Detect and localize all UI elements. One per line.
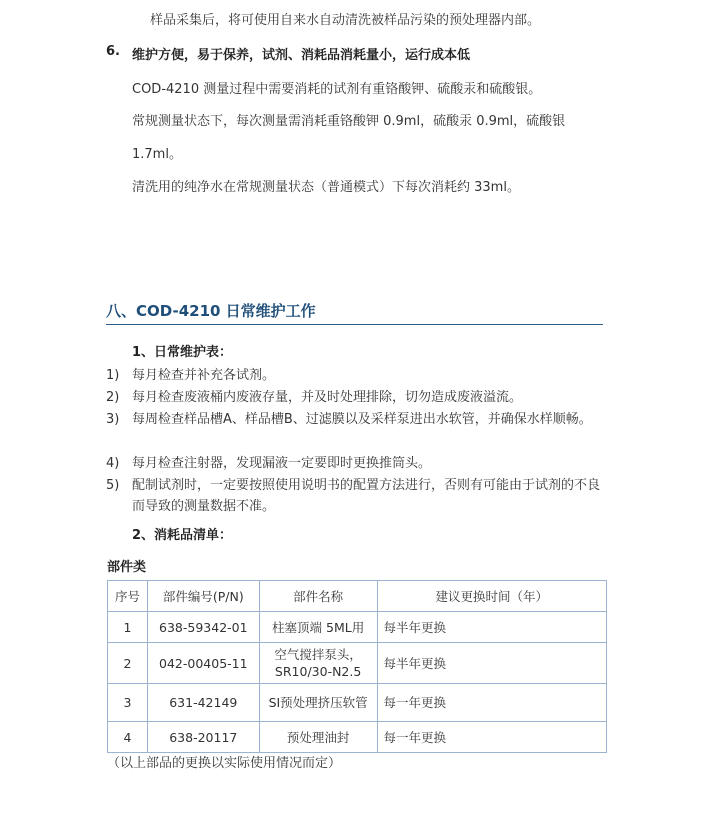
table-row: [108, 612, 607, 643]
cell-no: 4: [108, 722, 148, 753]
section-title: 维护方便，易于保养，试剂、消耗品消耗量小，运行成本低: [132, 48, 471, 63]
section-number: 6.: [106, 44, 120, 59]
table-header-row: [108, 581, 607, 612]
table-row: [108, 722, 607, 753]
list-item: [106, 453, 606, 474]
column-header: 部件编号(P/N): [147, 581, 259, 612]
paragraph-line: 样品采集后，将可使用自来水自动清洗被样品污染的预处理器内部。: [150, 13, 541, 28]
cell-name: 预处理油封: [259, 722, 377, 753]
cell-time: 每半年更换: [377, 612, 606, 643]
paragraph: 1.7ml。: [132, 147, 182, 162]
list-item: [106, 365, 606, 386]
paragraph: 清洗用的纯净水在常规测量状态（普通模式）下每次消耗约 33ml。: [132, 180, 520, 195]
table-note: （以上部品的更换以实际使用情况而定）: [107, 756, 342, 771]
list-item: [106, 475, 606, 517]
list-text: 每月检查并补充各试剂。: [132, 368, 276, 383]
cell-no: 2: [108, 643, 148, 684]
list-number: 5): [106, 478, 120, 493]
list-item: [106, 409, 606, 451]
list-number: 1): [106, 368, 120, 383]
list-text: 每月检查注射器，发现漏液一定要即时更换推筒头。: [132, 456, 432, 471]
subsection-title: 2、消耗品清单：: [132, 528, 233, 543]
table-row: [108, 684, 607, 722]
column-header: 部件名称: [259, 581, 377, 612]
cell-pn: 638-59342-01: [147, 612, 259, 643]
list-number: 4): [106, 456, 120, 471]
list-number: 3): [106, 412, 120, 427]
paragraph: COD-4210 测量过程中需要消耗的试剂有重铬酸钾、硫酸汞和硫酸银。: [132, 82, 542, 97]
cell-name: 空气搅拌泵头，SR10/30-N2.5: [259, 643, 377, 684]
paragraph: 常规测量状态下，每次测量需消耗重铬酸钾 0.9ml，硫酸汞 0.9ml，硫酸银: [132, 114, 566, 129]
cell-name: 柱塞顶端 5ML用: [259, 612, 377, 643]
column-header: 建议更换时间（年）: [377, 581, 606, 612]
cell-time: 每一年更换: [377, 722, 606, 753]
category-label: 部件类: [107, 560, 147, 575]
cell-name: SI预处理挤压软管: [259, 684, 377, 722]
list-text: 每周检查样品槽A、样品槽B、过滤膜以及采样泵进出水软管，并确保水样顺畅。: [132, 412, 592, 427]
cell-no: 3: [108, 684, 148, 722]
cell-time: 每一年更换: [377, 684, 606, 722]
list-text: 每月检查废液桶内废液存量，并及时处理排除，切勿造成废液溢流。: [132, 390, 523, 405]
cell-pn: 638-20117: [147, 722, 259, 753]
chapter-title: 八、COD-4210 日常维护工作: [106, 302, 316, 320]
cell-pn: 631-42149: [147, 684, 259, 722]
subsection-title: 1、日常维护表：: [132, 345, 233, 360]
consumables-table: [107, 580, 607, 753]
list-text: 配制试剂时，一定要按照使用说明书的配置方法进行，否则有可能由于试剂的不良而导致的测量数据不准。: [132, 478, 601, 514]
list-item: [106, 387, 606, 408]
cell-time: 每半年更换: [377, 643, 606, 684]
cell-no: 1: [108, 612, 148, 643]
column-header: 序号: [108, 581, 148, 612]
cell-pn: 042-00405-11: [147, 643, 259, 684]
table-row: [108, 643, 607, 684]
chapter-heading: [106, 300, 603, 325]
list-number: 2): [106, 390, 120, 405]
